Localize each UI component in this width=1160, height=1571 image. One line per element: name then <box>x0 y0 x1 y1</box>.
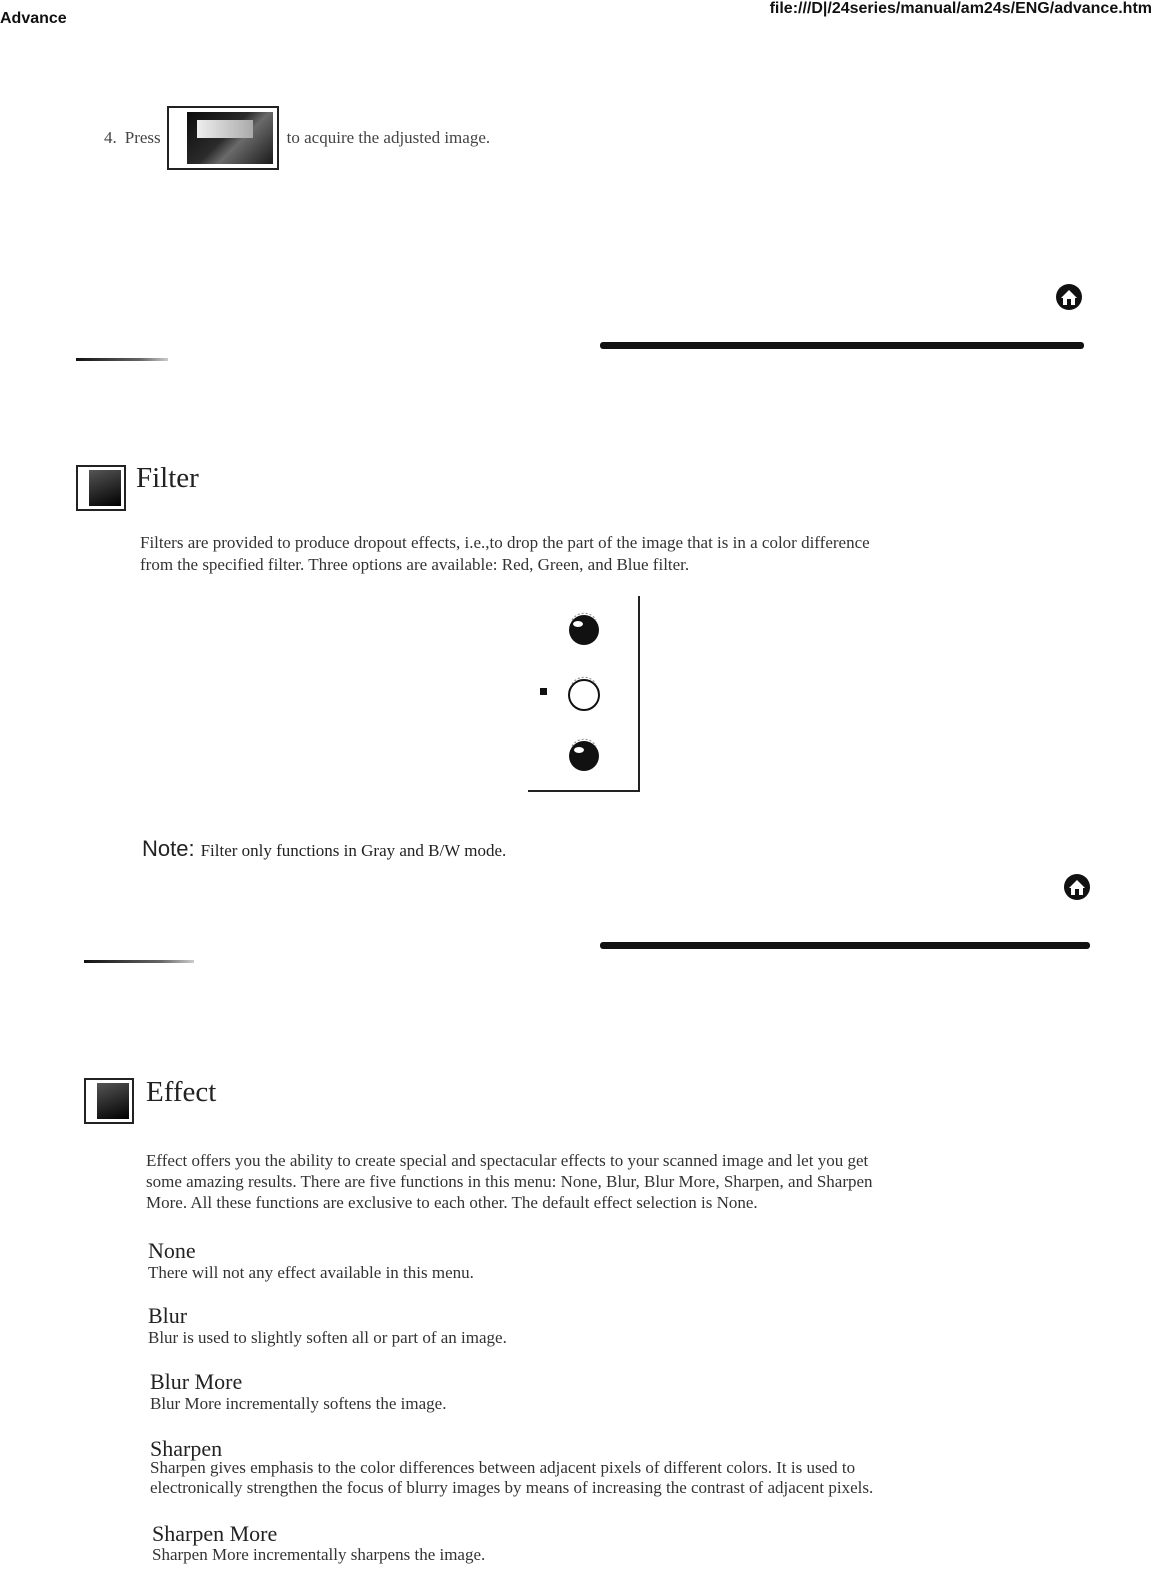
effect-paragraph-line1: Effect offers you the ability to create special and spectacular effects to your scanned image and let you get <box>146 1151 869 1170</box>
filter-radio-group <box>528 596 640 792</box>
divider-right <box>600 942 1090 949</box>
filter-section-icon <box>76 465 126 511</box>
effect-item-desc: Sharpen More incrementally sharpens the image. <box>152 1545 486 1564</box>
divider-left <box>84 960 194 963</box>
divider-left <box>76 358 168 361</box>
step-instruction: to acquire the adjusted image. <box>286 128 491 147</box>
effect-item-title: Blur <box>148 1303 188 1328</box>
filter-paragraph-line2: from the specified filter. Three options are available: Red, Green, and Blue filter. <box>140 555 690 574</box>
step-press-text: Press <box>124 128 161 147</box>
effect-item-desc: Blur is used to slightly soften all or part of an image. <box>148 1328 507 1347</box>
effect-item-title: Sharpen More <box>152 1521 278 1546</box>
effect-section-icon <box>84 1078 134 1124</box>
effect-item-title: None <box>148 1238 196 1263</box>
home-icon[interactable] <box>1054 282 1084 312</box>
effect-title: Effect <box>146 1076 217 1108</box>
home-icon[interactable] <box>1062 872 1092 902</box>
effect-item-desc: Sharpen gives emphasis to the color differences between adjacent pixels of different colors. It is used to <box>150 1458 856 1477</box>
final-scan-button-image <box>167 106 279 170</box>
filter-radio-green[interactable] <box>564 674 604 714</box>
effect-item-desc-2: electronically strengthen the focus of blurry images by means of increasing the contrast of adjacent pixels. <box>150 1478 874 1497</box>
page-header-url: file:///D|/24series/manual/am24s/ENG/advance.htm <box>769 0 1152 17</box>
effect-item-desc: Blur More incrementally softens the image. <box>150 1394 447 1413</box>
filter-title: Filter <box>136 462 199 494</box>
filter-paragraph-line1: Filters are provided to produce dropout effects, i.e.,to drop the part of the image that is in a color difference <box>140 533 870 552</box>
effect-item-title: Blur More <box>150 1369 243 1394</box>
effect-item-desc: There will not any effect available in this menu. <box>148 1263 474 1282</box>
effect-paragraph-line3: More. All these functions are exclusive to each other. The default effect selection is None. <box>146 1193 758 1212</box>
note-text: Filter only functions in Gray and B/W mode. <box>200 841 507 860</box>
effect-item-title: Sharpen <box>150 1436 223 1461</box>
step-4 <box>104 104 490 172</box>
filter-note <box>142 836 506 862</box>
filter-radio-red[interactable] <box>564 608 604 648</box>
page-header-title: Advance <box>0 10 67 27</box>
divider-right <box>600 342 1084 349</box>
effect-paragraph-line2: some amazing results. There are five functions in this menu: None, Blur, Blur More, Sharpen, and Sharpen <box>146 1172 873 1191</box>
note-label: Note: <box>142 836 195 861</box>
step-number: 4. <box>104 128 117 147</box>
filter-radio-blue[interactable] <box>564 734 604 774</box>
selected-indicator <box>540 688 547 695</box>
